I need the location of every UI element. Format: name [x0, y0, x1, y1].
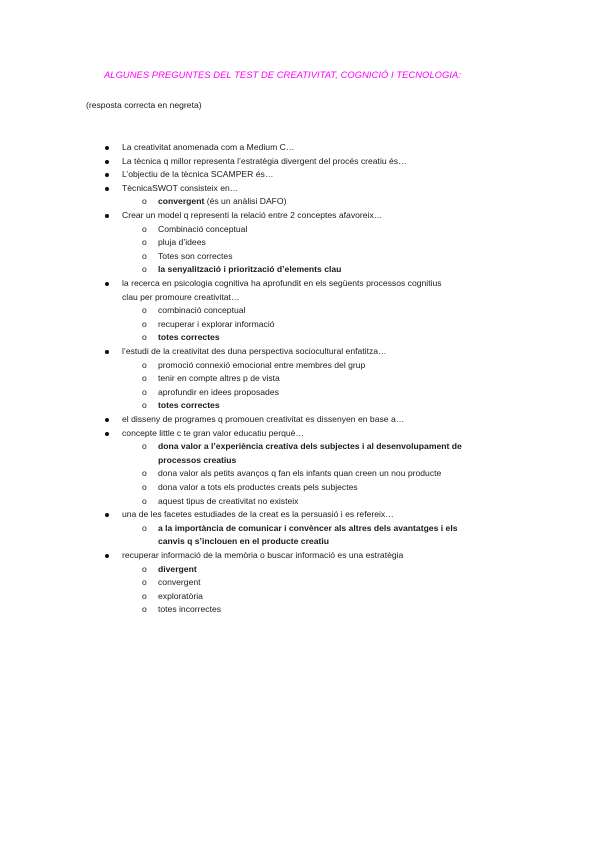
bullet-marker [105, 187, 109, 191]
bullet-marker [105, 160, 109, 164]
list-item: aprofundir en idees proposades [158, 386, 279, 397]
list-item [158, 440, 462, 454]
list-item: recuperar informació de la memòria o buscar informació es una estratègia [122, 550, 404, 560]
sub-bullet-marker: o [142, 318, 147, 329]
sub-bullet-marker: o [142, 495, 147, 506]
sub-bullet-marker: o [142, 441, 147, 452]
sub-bullet-marker: o [142, 522, 147, 533]
list-item: Combinació conceptual [158, 223, 248, 234]
list-item: pluja d’idees [158, 237, 206, 248]
sub-bullet-marker: o [142, 359, 147, 370]
list-item: tenir en compte altres p de vista [158, 373, 280, 384]
sub-bullet-marker: o [142, 332, 147, 343]
list-item: totes incorrectes [158, 604, 222, 615]
list-item [158, 331, 220, 345]
bullet-marker [105, 513, 109, 517]
list-item: l’estudi de la creativitat des duna perspectiva sociocultural enfatitza… [122, 346, 387, 356]
bullet-marker [105, 554, 109, 558]
sub-bullet-marker: o [142, 196, 147, 207]
sub-bullet-marker: o [142, 250, 147, 261]
list-item: Totes son correctes [158, 250, 233, 261]
list-item: promoció connexió emocional entre membres del grup [158, 359, 366, 370]
list-item: aquest tipus de creativitat no existeix [158, 495, 299, 506]
sub-bullet-marker: o [142, 223, 147, 234]
sub-bullet-marker: o [142, 305, 147, 316]
page-subtitle: (resposta correcta en negreta) [86, 100, 202, 110]
list-item [158, 399, 220, 413]
sub-bullet-marker: o [142, 264, 147, 275]
sub-bullet-marker: o [142, 577, 147, 588]
list-item: Crear un model q representi la relació entre 2 conceptes afavoreix… [122, 210, 383, 220]
bullet-marker [105, 432, 109, 436]
list-item: dona valor a tots els productes creats pels subjectes [158, 482, 358, 492]
list-item: La creativitat anomenada com a Medium C… [122, 142, 295, 152]
list-item: recuperar i explorar informació [158, 318, 275, 329]
sub-bullet-marker: o [142, 400, 147, 411]
list-item: dona valor als petits avanços q fan els infants quan creen un nou producte [158, 468, 442, 479]
bullet-marker [105, 146, 109, 150]
list-item: clau per promoure creativitat… [122, 291, 240, 302]
list-item: processos creatius [158, 454, 237, 465]
sub-bullet-marker: o [142, 482, 147, 492]
correct-answer: la senyalització i priorització d’elements clau [158, 264, 342, 275]
sub-bullet-marker: o [142, 590, 147, 601]
list-item: TècnicaSWOT consisteix en… [122, 182, 239, 193]
bullet-marker [105, 418, 109, 422]
list-item: L’objectiu de la tècnica SCAMPER és… [122, 169, 274, 180]
list-item: una de les facetes estudiades de la creat es la persuasió i es refereix… [122, 509, 394, 520]
sub-bullet-marker: o [142, 563, 147, 574]
list-item: convergent [158, 577, 201, 588]
correct-answer: dona valor a l’experiència creativa dels subjectes i al desenvolupament de [158, 441, 462, 452]
bullet-marker [105, 214, 109, 218]
correct-answer: totes correctes [158, 400, 220, 411]
list-item [158, 263, 341, 277]
sub-bullet-marker: o [142, 386, 147, 397]
list-item [158, 195, 286, 209]
sub-bullet-marker: o [142, 373, 147, 384]
sub-bullet-marker: o [142, 604, 147, 615]
list-item: combinació conceptual [158, 305, 246, 316]
list-item: el disseny de programes q promouen creativitat es dissenyen en base a… [122, 414, 405, 424]
list-item: canvis q s’inclouen en el producte creatiu [158, 536, 329, 547]
list-item: exploratòria [158, 590, 203, 601]
correct-answer: convergent [158, 196, 205, 207]
page-title: ALGUNES PREGUNTES DEL TEST DE CREATIVITAT, COGNICIÓ I TECNOLOGIA: [104, 69, 461, 80]
bullet-marker [105, 173, 109, 177]
correct-answer: divergent [158, 563, 197, 574]
answer-note: (és un anàlisi DAFO) [204, 196, 287, 207]
sub-bullet-marker: o [142, 468, 147, 479]
sub-bullet-marker: o [142, 237, 147, 248]
list-item [158, 522, 457, 536]
correct-answer: totes correctes [158, 332, 220, 343]
list-item: concepte little c te gran valor educatiu perquè… [122, 427, 305, 438]
list-item [158, 563, 197, 577]
list-item: La tècnica q millor representa l’estratègia divergent del procés creatiu és… [122, 155, 407, 166]
bullet-marker [105, 282, 109, 286]
list-item: la recerca en psicologia cognitiva ha aprofundit en els següents processos cognitius [122, 278, 442, 288]
correct-answer: a la importància de comunicar i convèncer als altres dels avantatges i els [158, 522, 458, 533]
bullet-marker [105, 350, 109, 354]
